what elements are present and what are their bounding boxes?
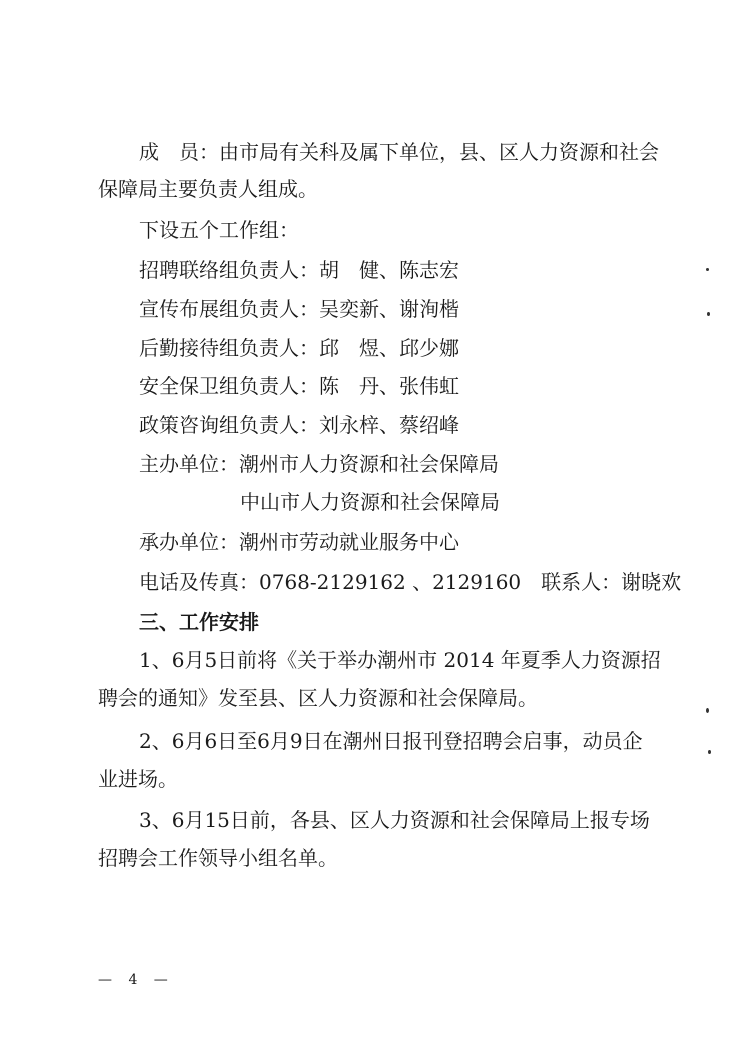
scan-speck xyxy=(707,312,710,316)
text-line: 3、6月15日前，各县、区人力资源和社会保障局上报专场 xyxy=(139,808,650,832)
section-heading: 三、工作安排 xyxy=(139,610,259,634)
text-line: 后勤接待组负责人：邱 煜、邱少娜 xyxy=(139,336,459,360)
text-line: 中山市人力资源和社会保障局 xyxy=(240,490,500,514)
page-number: — 4 — xyxy=(98,972,174,988)
text-line: 招聘会工作领导小组名单。 xyxy=(98,846,338,870)
text-line: 主办单位：潮州市人力资源和社会保障局 xyxy=(139,452,499,476)
text-line: 招聘联络组负责人：胡 健、陈志宏 xyxy=(139,258,459,282)
text-line: 安全保卫组负责人：陈 丹、张伟虹 xyxy=(139,374,459,398)
text-line: 2、6月6日至6月9日在潮州日报刊登招聘会启事，动员企 xyxy=(139,729,643,753)
text-line: 保障局主要负责人组成。 xyxy=(98,177,318,201)
scan-speck xyxy=(708,750,711,754)
text-line: 宣传布展组负责人：吴奕新、谢洵楷 xyxy=(139,297,459,321)
scan-speck xyxy=(706,708,709,713)
text-line: 业进场。 xyxy=(98,767,178,791)
text-line: 承办单位：潮州市劳动就业服务中心 xyxy=(139,530,459,554)
text-line: 1、6月5日前将《关于举办潮州市 2014 年夏季人力资源招 xyxy=(139,648,661,672)
scan-speck xyxy=(706,268,709,271)
text-line: 聘会的通知》发至县、区人力资源和社会保障局。 xyxy=(98,686,538,710)
text-line: 政策咨询组负责人：刘永梓、蔡绍峰 xyxy=(139,413,459,437)
text-line: 电话及传真：0768-2129162 、2129160 联系人：谢晓欢 xyxy=(139,570,682,594)
text-line: 成 员：由市局有关科及属下单位，县、区人力资源和社会 xyxy=(139,140,659,164)
text-line: 下设五个工作组： xyxy=(139,218,299,242)
